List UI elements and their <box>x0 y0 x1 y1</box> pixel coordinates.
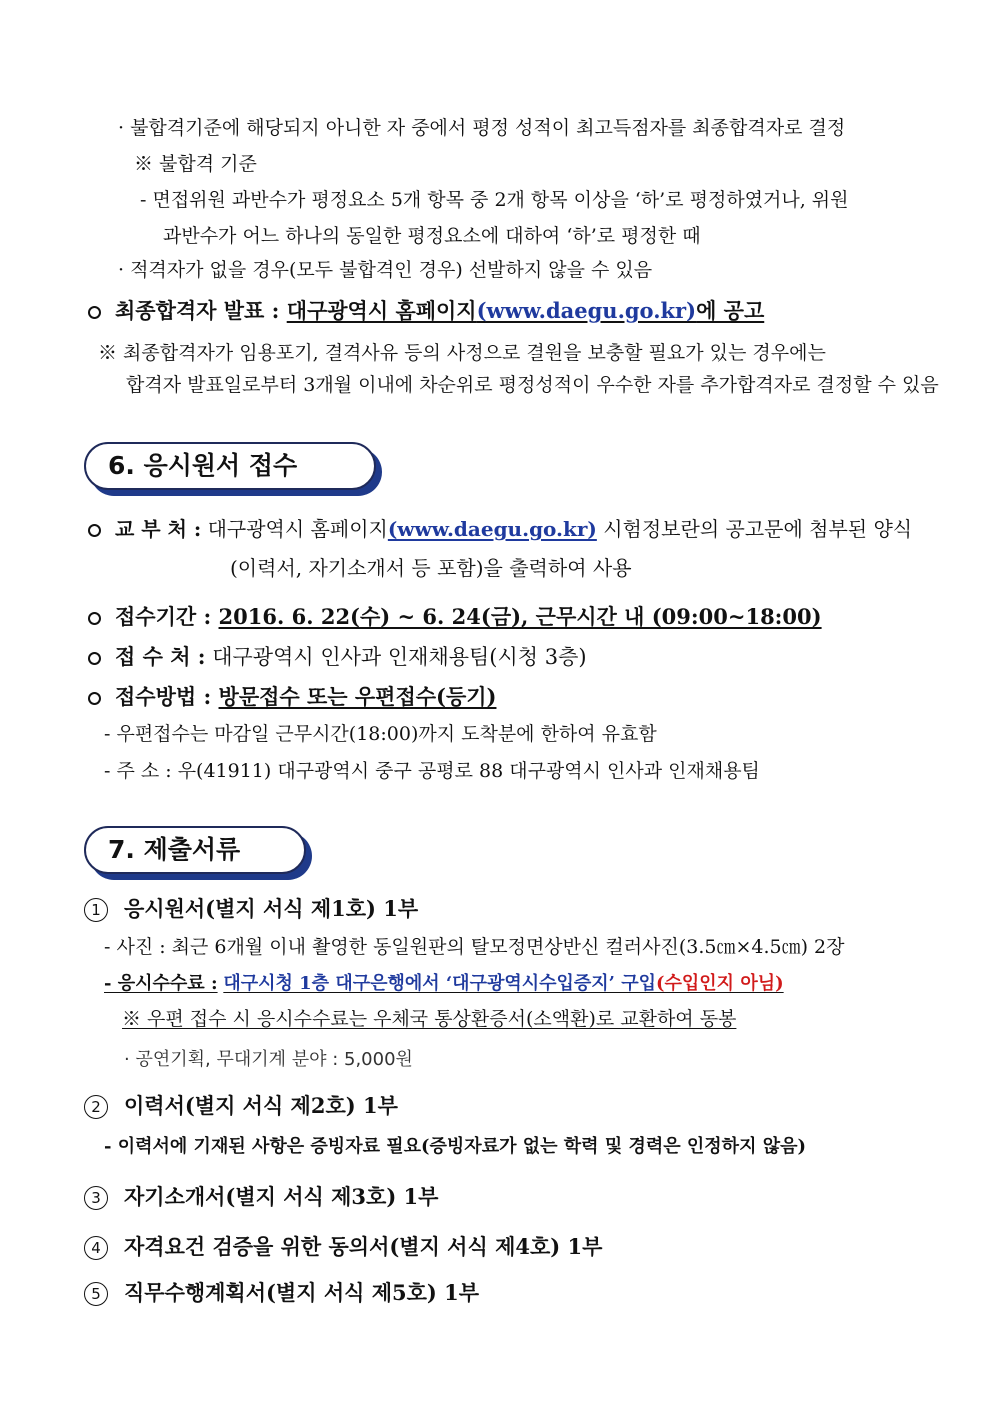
criteria-dash-1b: 과반수가 어느 하나의 동일한 평정요소에 대하여 ‘하’로 평정한 때 <box>163 225 701 247</box>
section-7-header <box>84 826 306 874</box>
section-6-header <box>84 442 376 490</box>
method-value: 방문접수 또는 우편접수(등기) <box>218 684 497 709</box>
ring-bullet-icon <box>88 524 101 537</box>
resume-note: - 이력서에 기재된 사항은 증빙자료 필요(증빙자료가 없는 학력 및 경력은 인정하지 않음) <box>104 1136 807 1157</box>
ring-bullet-icon <box>88 652 101 665</box>
criteria-dash-1a: - 면접위원 과반수가 평정요소 5개 항목 중 2개 항목 이상을 ‘하’로 평정하였거나, 위원 <box>140 189 849 211</box>
method-row <box>88 683 496 711</box>
circled-number-icon: 4 <box>84 1236 108 1260</box>
ring-bullet-icon <box>88 692 101 705</box>
issue-url[interactable]: (www.daegu.go.kr) <box>387 517 597 541</box>
doc-item-1 <box>84 895 418 923</box>
section-7-title: 7. 제출서류 <box>84 826 306 874</box>
issue-text-c: (이력서, 자기소개서 등 포함)을 출력하여 사용 <box>230 556 632 580</box>
doc-item-5 <box>84 1279 479 1307</box>
fee-row <box>104 970 784 998</box>
additional-line-2: 합격자 발표일로부터 3개월 이내에 차순위로 평정성적이 우수한 자를 추가합격자로 결정할 수 있음 <box>126 374 939 396</box>
doc-item-4-text: 자격요건 검증을 위한 동의서(별지 서식 제4호) 1부 <box>124 1234 603 1259</box>
announce-row <box>88 297 764 325</box>
ring-bullet-icon <box>88 612 101 625</box>
issue-label: 교 부 처 : <box>115 517 202 541</box>
issue-text-b: 시험정보란의 공고문에 첨부된 양식 <box>596 517 913 541</box>
photo-note: - 사진 : 최근 6개월 이내 촬영한 동일원판의 탈모정면상반신 컬러사진(3.5㎝×4.5㎝) 2장 <box>104 936 845 958</box>
criteria-note: ※ 불합격 기준 <box>134 153 257 175</box>
doc-item-2-text: 이력서(별지 서식 제2호) 1부 <box>124 1093 398 1118</box>
circled-number-icon: 3 <box>84 1186 108 1210</box>
period-label: 접수기간 : <box>115 604 212 629</box>
criteria-bullet-1: · 불합격기준에 해당되지 아니한 자 중에서 평정 성적이 최고득점자를 최종합격자로 결정 <box>118 117 846 139</box>
method-label: 접수방법 : <box>115 684 212 709</box>
period-value: 2016. 6. 22(수) ~ 6. 24(금), 근무시간 내 (09:00~18:00) <box>218 604 822 629</box>
mail-note: - 우편접수는 마감일 근무시간(18:00)까지 도착분에 한하여 유효함 <box>104 723 657 745</box>
issue-text-a: 대구광역시 홈페이지 <box>207 517 388 541</box>
fee-red: (수입인지 아님) <box>656 973 784 994</box>
fee-blue: 대구시청 1층 대구은행에서 ‘대구광역시수입증지’ 구입 <box>223 973 656 994</box>
doc-item-5-text: 직무수행계획서(별지 서식 제5호) 1부 <box>124 1280 480 1305</box>
section-6-title: 6. 응시원서 접수 <box>84 442 376 490</box>
announce-url[interactable]: (www.daegu.go.kr) <box>476 298 697 323</box>
ring-bullet-icon <box>88 306 101 319</box>
announce-value-prefix: 대구광역시 홈페이지 <box>286 298 477 323</box>
criteria-bullet-2: · 적격자가 없을 경우(모두 불합격인 경우) 선발하지 않을 수 있음 <box>118 259 653 281</box>
doc-item-2 <box>84 1092 398 1120</box>
place-value: 대구광역시 인사과 인재채용팀(시청 3층) <box>212 645 587 669</box>
announce-label: 최종합격자 발표 : <box>115 298 280 323</box>
doc-item-3 <box>84 1183 438 1211</box>
doc-item-3-text: 자기소개서(별지 서식 제3호) 1부 <box>124 1184 439 1209</box>
fee-label: - 응시수수료 : <box>104 973 218 994</box>
fee-value <box>223 973 783 994</box>
circled-number-icon: 1 <box>84 898 108 922</box>
issue-row <box>88 515 912 543</box>
circled-number-icon: 2 <box>84 1095 108 1119</box>
period-row <box>88 603 822 631</box>
doc-item-1-text: 응시원서(별지 서식 제1호) 1부 <box>124 896 419 921</box>
additional-line-1: ※ 최종합격자가 임용포기, 결격사유 등의 사정으로 결원을 보충할 필요가 있는 경우에는 <box>98 342 826 364</box>
circled-number-icon: 5 <box>84 1282 108 1306</box>
doc-item-4 <box>84 1233 602 1261</box>
address: - 주 소 : 우(41911) 대구광역시 중구 공평로 88 대구광역시 인사과 인재채용팀 <box>104 760 760 782</box>
place-label: 접 수 처 : <box>115 644 206 669</box>
place-row <box>88 643 587 671</box>
announce-value-suffix: 에 공고 <box>696 298 765 323</box>
announce-value <box>287 298 765 323</box>
fee-mail: ※ 우편 접수 시 응시수수료는 우체국 통상환증서(소액환)로 교환하여 동봉 <box>122 1008 737 1030</box>
fee-amount: · 공연기획, 무대기계 분야 : 5,000원 <box>124 1049 413 1070</box>
